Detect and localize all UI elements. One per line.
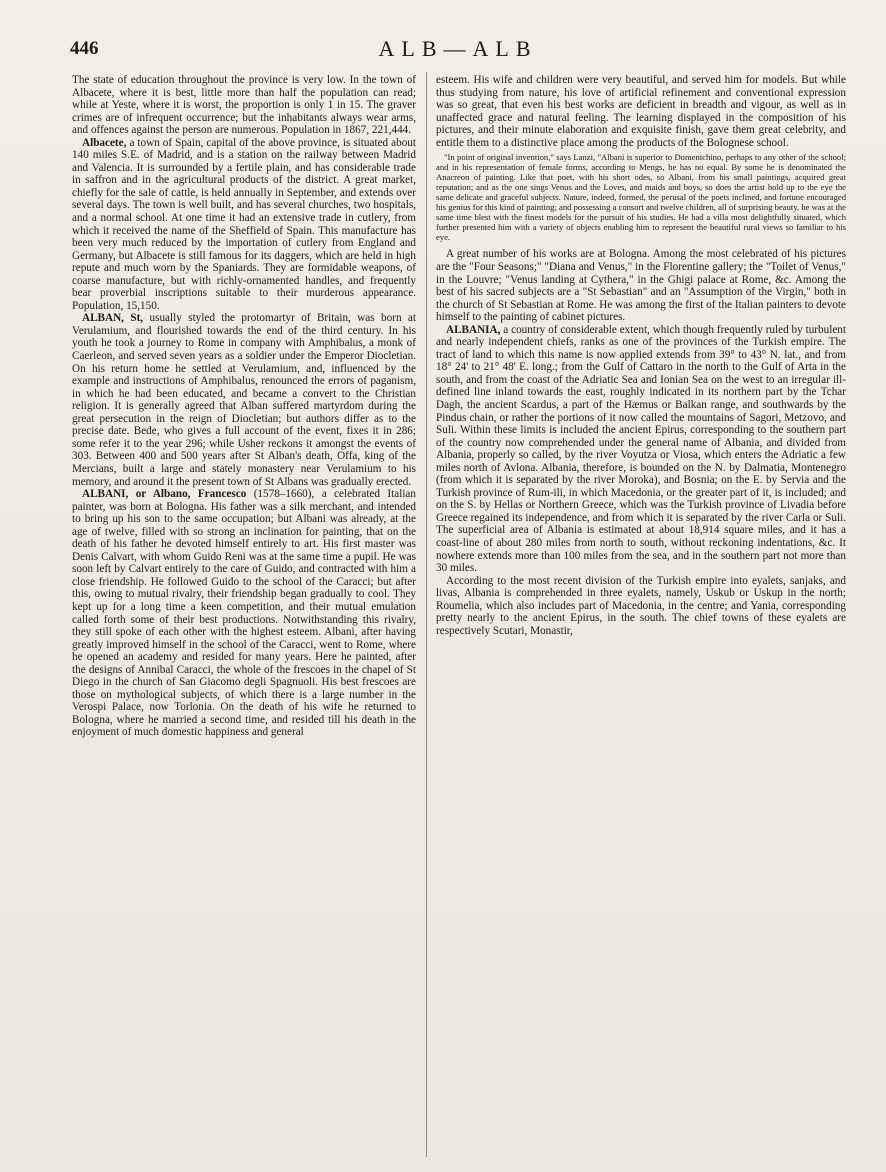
- albacete-text: a town of Spain, capital of the above province, is situated about 140 miles S.E. of Madrid, and is a station on the railway between Madrid and Valencia. It is surrounded by a fertile plain, and has considerable trade in saffron and in the agricultural products of the district. A great market, chiefly for the sale of cattle, is held annually in September, and extends over several days. The town is well built, and has several churches, two hospitals, and a normal school. At one time it had an extensive trade in cutlery, from which it received the name of the Sheffield of Spain. This manufacture has been very much reduced by the importation of cutlery from England and Germany, but Albacete is still famous for its daggers, which are held in high repute and much worn by the Spaniards. They are formidable weapons, of coarse manufacture, but with richly-ornamented handles, and frequently bear proverbial inscriptions suitable to their murderous appearance. Population, 15,150.: [72, 136, 416, 312]
- albani-text: (1578–1660), a celebrated Italian painter, was born at Bologna. His father was a silk merchant, and intended to bring up his son to the same occupation; but Albani was already, at the age of twelve, filled with so strong an inclination for painting, that on the death of his father he devoted himself entirely to art. His first master was Denis Calvart, with whom Guido Reni was at the same time a pupil. He was soon left by Calvart entirely to the care of Guido, and contracted with him a close friendship. He followed Guido to the school of the Caracci; but after this, owing to mutual rivalry, their friendship began gradually to cool. They kept up for a long time a keen competition, and their mutual emulation called forth some of their best productions. Notwithstanding this rivalry, they still spoke of each other with the highest esteem. Albani, after having greatly improved himself in the school of the Caracci, went to Rome, where he opened an academy and resided for many years. Here he painted, after the designs of Annibal Caracci, the whole of the frescoes in the chapel of St Diego in the church of San Giacomo degli Spagnuoli. His best frescoes are those on mythological subjects, of which there is a large number in the Verospi Palace, now Torlonia. On the death of his wife he returned to Bologna, where he married a second time, and resided till his death in the enjoyment of much domestic happiness and general: [72, 488, 416, 739]
- education-paragraph: The state of education throughout the province is very low. In the town of Albacete, where it is best, little more than half the population can read; while at Yeste, where it is worst, the proportion is only 1 in 15. The graver crimes are of infrequent occurrence; but the inhabitants always wear arms, and offences against the person are numerous. Population in 1867, 221,444.: [72, 74, 416, 137]
- albacete-headword: Albacete,: [82, 136, 127, 149]
- alban-text: usually styled the protomartyr of Britain, was born at Verulamium, and flourished towards the end of the third century. In his youth he took a journey to Rome in company with Amphibalus, a monk of Caerleon, and served seven years as a soldier under the Emperor Diocletian. On his return home he settled at Verulamium, and, influenced by the example and instructions of Amphibalus, renounced the errors of paganism, in which he had been educated, and became a convert to the Christian religion. It is generally agreed that Alban suffered martyrdom during the great persecution in the reign of Diocletian; but authors differ as to the precise date. Bede, who gives a full account of the event, fixes it in 286; some refer it to the year 296; while Usher reckons it amongst the events of 303. Between 400 and 500 years after St Alban's death, Offa, king of the Mercians, built a large and stately monastery near Verulamium to his memory, and around it the present town of St Albans was gradually erected.: [72, 312, 416, 488]
- right-column: [436, 74, 846, 1159]
- albani-headword: ALBANI, or Albano, Francesco: [82, 488, 247, 501]
- page-number: 446: [70, 38, 99, 59]
- lanzi-quote: "In point of original invention," says Lanzi, "Albani is superior to Domenichino, perhaps to any other of the school; and in his representation of female forms, according to Mengs, he has no equal. By some he is denominated the Anacreon of painting. Like that poet, with his short odes, so Albani, from his small paintings, acquired great reputation; and as the one sings Venus and the Loves, and maids and boys, so does the artist hold up to the eye the same delicate and graceful subjects. Nature, indeed, formed, the perusal of the poets inclined, and fortune encouraged his genius for this kind of painting; and possessing a consort and twelve children, all of surprising beauty, he was at the same time blest with the finest models for the pursuit of his studies. He had a villa most delightfully situated, which further presented him with a variety of objects enabling him to represent the beautiful rural views so familiar to his eye.: [436, 152, 846, 242]
- albania-divisions-paragraph: According to the most recent division of the Turkish empire into eyalets, sanjaks, and livas, Albania is comprehended in three eyalets, namely, Uskub or Uskup in the north; Roumelia, which also includes part of Macedonia, in the centre; and Yania, corresponding pretty nearly to the ancient Epirus, in the south. The chief towns of these eyalets are respectively Scutari, Monastir,: [436, 574, 846, 637]
- albania-entry: [436, 324, 846, 575]
- albacete-entry: [72, 137, 416, 313]
- albania-headword: ALBANIA,: [446, 323, 501, 336]
- page-header: [70, 34, 846, 64]
- left-column: [72, 74, 416, 1159]
- column-rule: [426, 72, 427, 1157]
- albani-works-paragraph: A great number of his works are at Bologna. Among the most celebrated of his pictures are the "Four Seasons;" "Diana and Venus," in the Florentine gallery; the "Toilet of Venus," in the Louvre; "Venus landing at Cythera," in the Ghigi palace at Rome, &c. Among the best of his sacred subjects are a "St Sebastian" and an "Assumption of the Virgin," both in the church of St Sebastian at Rome. He was among the first of the Italian painters to devote himself to the painting of cabinet pictures.: [436, 248, 846, 324]
- albania-text: a country of considerable extent, which though frequently ruled by turbulent and nearly independent chiefs, ranks as one of the provinces of the Turkish empire. The tract of land to which this name is now applied extends from 39° to 43° N. lat., and from 18° 24' to 21° 48' E. long.; from the Gulf of Cattaro in the north to the Gulf of Arta in the south, and from the coast of the Adriatic Sea and Ionian Sea on the west to an irregular ill-defined line inland towards the east, roughly indicated in its northern part by the Tchar Dagh, the ancient Scardus, a part of the Hæmus or Balkan range, and southwards by the Pindus chain, or rather the portions of it now called the mountains of Sagori, Metzovo, and Suli. Within these limits is included the ancient Epirus, corresponding to the southern part of the country now comprehended under the general name of Albania, and divided from Albania, properly so called, by the river Voyutza or Viosa, which enters the Adriatic a few miles north of Avlona. Albania, therefore, is bounded on the N. by Dalmatia, Montenegro (from which it is separated by the river Moroka), and Bosnia; on the E. by Servia and the Turkish province of Rum-ili, in which Macedonia, or the greater part of it, is included; and on the S. by Hellas or Northern Greece, which was the Turkish province of Livadia before Greece regained its independence, and from which it is separated by the river Carla or Suli. The superficial area of Albania is estimated at about 18,914 square miles, and it has a coast-line of about 280 miles from north to south, without reckoning indentations, &c. It nowhere extends more than 100 miles from the sea, and in the southern part not more than 30 miles.: [436, 323, 846, 575]
- alban-entry: [72, 312, 416, 488]
- albani-entry: [72, 488, 416, 739]
- albani-continued-paragraph: esteem. His wife and children were very beautiful, and served him for models. But while thus studying from nature, his love of artificial refinement and conventional expression was so great, that even his best works are deficient in breadth and vigour, as well as in unaffected grace and natural feeling. The learning displayed in the composition of his pictures, and their minute elaboration and exquisite finish, gave them great celebrity, and entitle them to a distinctive place among the products of the Bolognese school.: [436, 74, 846, 149]
- alban-headword: ALBAN, St,: [82, 312, 144, 325]
- running-head: ALB—ALB: [378, 36, 538, 61]
